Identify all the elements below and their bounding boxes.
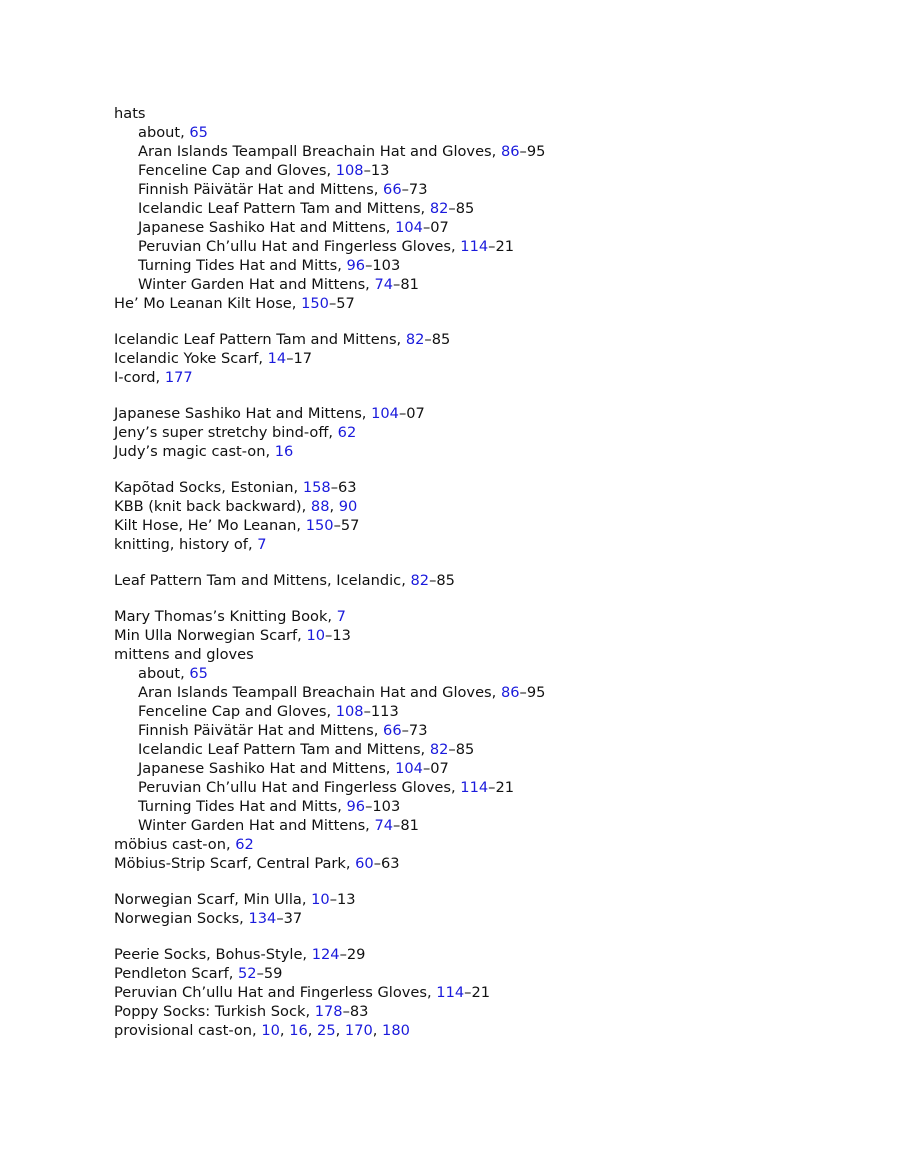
page-range-end: –83	[342, 1003, 369, 1020]
page-range-end: –113	[363, 703, 399, 720]
index-term: Fenceline Cap and Gloves,	[138, 162, 336, 179]
page-range-end: –95	[519, 143, 546, 160]
page-range-end: –13	[329, 891, 356, 908]
page-link[interactable]: 74	[374, 276, 394, 293]
page-link[interactable]: 104	[395, 219, 423, 236]
index-term: Jeny’s super stretchy bind-off,	[114, 424, 338, 441]
page-link[interactable]: 90	[338, 498, 358, 515]
page-link[interactable]: 86	[500, 143, 520, 160]
index-subentry	[114, 161, 814, 180]
page-link[interactable]: 7	[257, 536, 267, 553]
index-subentry	[114, 721, 814, 740]
index-term: Leaf Pattern Tam and Mittens, Icelandic,	[114, 572, 411, 589]
page-range-end: –17	[286, 350, 313, 367]
page-link[interactable]: 150	[305, 517, 334, 534]
index-entry	[114, 1021, 814, 1040]
index-entry	[114, 104, 814, 123]
page-range-end: –73	[401, 722, 428, 739]
index-term: Turning Tides Hat and Mitts,	[138, 257, 347, 274]
index-subentry	[114, 275, 814, 294]
index-subentry	[114, 816, 814, 835]
index-entry	[114, 1002, 814, 1021]
page-range-end: –85	[448, 741, 475, 758]
page-range-end: –57	[333, 517, 360, 534]
index-subentry	[114, 218, 814, 237]
page-link[interactable]: 52	[238, 965, 257, 982]
index-term: Aran Islands Teampall Breachain Hat and Gloves,	[138, 684, 501, 701]
index-subentry	[114, 123, 814, 142]
index-entry	[114, 404, 814, 423]
page-link[interactable]: 180	[382, 1022, 410, 1039]
page-link[interactable]: 96	[346, 798, 366, 815]
index-entry	[114, 442, 814, 461]
index-term: Möbius-Strip Scarf, Central Park,	[114, 855, 356, 872]
index-term: Icelandic Leaf Pattern Tam and Mittens,	[138, 200, 430, 217]
page-range-end: –85	[429, 572, 455, 589]
page-link[interactable]: 66	[383, 181, 402, 198]
index-subentry	[114, 778, 814, 797]
page-link[interactable]: 150	[301, 295, 329, 312]
index-term: Japanese Sashiko Hat and Mittens,	[114, 405, 372, 422]
page-range-end: –81	[393, 817, 419, 834]
index-entry	[114, 909, 814, 928]
page-link[interactable]: 114	[460, 238, 489, 255]
index-entry	[114, 890, 814, 909]
index-entry	[114, 945, 814, 964]
page-range-end: –07	[422, 219, 449, 236]
index-term: Min Ulla Norwegian Scarf,	[114, 627, 307, 644]
index-subentry	[114, 256, 814, 275]
page-range-end: –103	[365, 257, 401, 274]
page-link[interactable]: 25	[317, 1022, 336, 1039]
index-term: Japanese Sashiko Hat and Mittens,	[138, 760, 396, 777]
index-term: Winter Garden Hat and Mittens,	[138, 276, 375, 293]
index-term: Norwegian Socks,	[114, 910, 249, 927]
page-range-end: –37	[276, 910, 303, 927]
index-entry	[114, 349, 814, 368]
index-term: Icelandic Leaf Pattern Tam and Mittens,	[138, 741, 430, 758]
page-link[interactable]: 82	[405, 331, 425, 348]
page-link[interactable]: 60	[355, 855, 374, 872]
index-term: Fenceline Cap and Gloves,	[138, 703, 336, 720]
index-subentry	[114, 683, 814, 702]
index-term: provisional cast-on,	[114, 1022, 262, 1039]
page-range-end: –29	[339, 946, 366, 963]
page-range-end: –21	[488, 238, 515, 255]
page-link[interactable]: 88	[310, 498, 330, 515]
index-term: Icelandic Yoke Scarf,	[114, 350, 268, 367]
page-ref-separator: ,	[329, 498, 339, 515]
page-range-end: –57	[328, 295, 355, 312]
page-link[interactable]: 10	[306, 627, 326, 644]
page-link[interactable]: 178	[314, 1003, 343, 1020]
index-entry	[114, 854, 814, 873]
page-link[interactable]: 65	[189, 665, 208, 682]
index-term: Peruvian Ch’ullu Hat and Fingerless Gloves,	[138, 238, 461, 255]
index-entry	[114, 497, 814, 516]
page-range-end: –103	[365, 798, 401, 815]
index-entry	[114, 294, 814, 313]
index-term: Icelandic Leaf Pattern Tam and Mittens,	[114, 331, 406, 348]
page-link[interactable]: 104	[395, 760, 423, 777]
page-link[interactable]: 66	[383, 722, 402, 739]
page-ref-separator: ,	[279, 1022, 290, 1039]
page-link[interactable]: 108	[335, 703, 364, 720]
index-term: KBB (knit back backward),	[114, 498, 311, 515]
index-term: Turning Tides Hat and Mitts,	[138, 798, 347, 815]
page-link[interactable]: 82	[429, 741, 449, 758]
index-subentry	[114, 702, 814, 721]
index-term: Poppy Socks: Turkish Sock,	[114, 1003, 315, 1020]
page-link[interactable]: 114	[436, 984, 465, 1001]
index-entry	[114, 607, 814, 626]
index-term: Peruvian Ch’ullu Hat and Fingerless Gloves,	[114, 984, 437, 1001]
page-link[interactable]: 134	[248, 910, 277, 927]
index-term: hats	[114, 105, 146, 122]
page-link[interactable]: 62	[235, 836, 254, 853]
index-term: knitting, history of,	[114, 536, 258, 553]
page-range-end: –13	[363, 162, 390, 179]
page-link[interactable]: 16	[289, 1022, 308, 1039]
index-term: Finnish Päivätär Hat and Mittens,	[138, 181, 384, 198]
page-link[interactable]: 158	[302, 479, 331, 496]
page-range-end: –81	[393, 276, 419, 293]
page-range-end: –63	[330, 479, 357, 496]
page-link[interactable]: 170	[344, 1022, 373, 1039]
index-subentry	[114, 237, 814, 256]
index-entry	[114, 626, 814, 645]
index-entry	[114, 645, 814, 664]
page-range-end: –73	[401, 181, 428, 198]
index-term: He’ Mo Leanan Kilt Hose,	[114, 295, 302, 312]
page-link[interactable]: 82	[410, 572, 430, 589]
index-subentry	[114, 142, 814, 161]
page-link[interactable]: 74	[374, 817, 394, 834]
index-term: Japanese Sashiko Hat and Mittens,	[138, 219, 396, 236]
page-link[interactable]: 96	[346, 257, 366, 274]
index-subentry	[114, 797, 814, 816]
index-term: about,	[138, 665, 190, 682]
page-range-end: –07	[422, 760, 449, 777]
page-ref-separator: ,	[335, 1022, 345, 1039]
page-range-end: –21	[488, 779, 515, 796]
index-entry	[114, 983, 814, 1002]
index-term: Mary Thomas’s Knitting Book,	[114, 608, 337, 625]
index-entry	[114, 516, 814, 535]
page-link[interactable]: 7	[336, 608, 346, 625]
index-term: Winter Garden Hat and Mittens,	[138, 817, 375, 834]
index-subentry	[114, 199, 814, 218]
index-term: Judy’s magic cast-on,	[114, 443, 275, 460]
index-entry	[114, 571, 814, 590]
page-link[interactable]: 62	[337, 424, 357, 441]
index-term: Pendleton Scarf,	[114, 965, 238, 982]
page-ref-separator: ,	[372, 1022, 383, 1039]
index-term: Kapõtad Socks, Estonian,	[114, 479, 303, 496]
page-range-end: –07	[398, 405, 425, 422]
page-range-end: –85	[424, 331, 451, 348]
index-term: Peerie Socks, Bohus-Style,	[114, 946, 312, 963]
page-link[interactable]: 114	[460, 779, 489, 796]
page-range-end: –95	[519, 684, 546, 701]
index-term: Kilt Hose, He’ Mo Leanan,	[114, 517, 306, 534]
page-range-end: –59	[256, 965, 283, 982]
page-link[interactable]: 65	[189, 124, 208, 141]
page-link[interactable]: 86	[500, 684, 520, 701]
index-term: Aran Islands Teampall Breachain Hat and Gloves,	[138, 143, 501, 160]
page-link[interactable]: 108	[335, 162, 364, 179]
index-term: I-cord,	[114, 369, 165, 386]
index-entry	[114, 368, 814, 387]
index-entry	[114, 964, 814, 983]
index-entry	[114, 835, 814, 854]
page-range-end: –85	[448, 200, 475, 217]
page-range-end: –63	[373, 855, 400, 872]
index-term: about,	[138, 124, 190, 141]
index-list	[114, 104, 814, 1040]
page-link[interactable]: 16	[274, 443, 294, 460]
index-term: mittens and gloves	[114, 646, 254, 663]
index-entry	[114, 478, 814, 497]
page-ref-separator: ,	[307, 1022, 318, 1039]
index-term: Finnish Päivätär Hat and Mittens,	[138, 722, 384, 739]
index-subentry	[114, 759, 814, 778]
index-entry	[114, 535, 814, 554]
page-link[interactable]: 14	[267, 350, 287, 367]
index-subentry	[114, 740, 814, 759]
page-link[interactable]: 104	[371, 405, 399, 422]
page-link[interactable]: 177	[164, 369, 193, 386]
page-range-end: –21	[464, 984, 491, 1001]
index-subentry	[114, 180, 814, 199]
page-link[interactable]: 10	[261, 1022, 280, 1039]
index-entry	[114, 423, 814, 442]
index-term: Norwegian Scarf, Min Ulla,	[114, 891, 312, 908]
index-term: Peruvian Ch’ullu Hat and Fingerless Gloves,	[138, 779, 461, 796]
page-range-end: –13	[325, 627, 351, 644]
page-link[interactable]: 124	[311, 946, 340, 963]
index-entry	[114, 330, 814, 349]
index-subentry	[114, 664, 814, 683]
page-link[interactable]: 10	[311, 891, 330, 908]
index-term: möbius cast-on,	[114, 836, 236, 853]
page-link[interactable]: 82	[429, 200, 449, 217]
